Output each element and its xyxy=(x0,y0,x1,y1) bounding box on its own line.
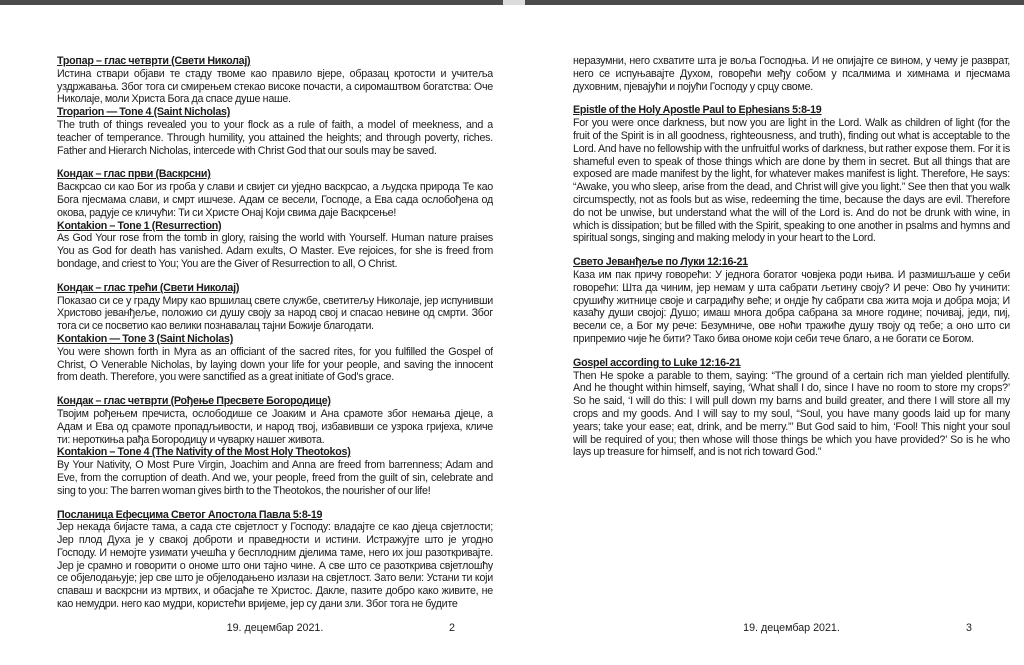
section-paragraph: Васкрсао си као Бог из гроба у слави и свијет си уједно васкрсао, а људска природа Те као Бога пјесмама слави, и смрт ишчезе. Адам се весели, Господе, а Ева сада ослобођена од окова, радује се кличући: Ти си Христе Онај Који свима даје Васкрсење! xyxy=(57,181,493,219)
section-heading: Свето Јеванђеље по Луки 12:16-21 xyxy=(573,256,748,269)
section-heading: Кондак – глас први (Васкрсни) xyxy=(57,168,211,181)
page-number: 2 xyxy=(449,622,455,634)
section-heading: Kontakion – Tone 4 (The Nativity of the Most Holy Theotokos) xyxy=(57,446,351,459)
section-paragraph: Каза им пак причу говорећи: У једнога богатог човјека роди њива. И размишљаше у себи говорећи: Шта да чиним, јер немам у шта сабрати љетину своју? И рече: Ово ћу учинити: срушићу житнице своје и саградићу веће; и ондје ћу сабрати сва жита моја и добра моја; И казаћу души својој: Душо; имаш многа добра сабрана за многе године; почивај, једи, пиј, весели се, а Бог му рече: Безумниче, ове ноћи тражиће душу твоју од тебе; а оно што си припремио чије ће бити? Тако бива ономе који себи тече благо, а не богати се Богом. xyxy=(573,268,1010,345)
document-page-left xyxy=(0,5,512,665)
footer-date: 19. децембар 2021. xyxy=(743,622,840,634)
blank-line xyxy=(57,498,493,509)
section-heading: Gospel according to Luke 12:16-21 xyxy=(573,356,741,369)
blank-line xyxy=(573,93,1010,104)
page-right-footer xyxy=(573,622,1010,635)
section-heading: Troparion — Tone 4 (Saint Nicholas) xyxy=(57,106,231,119)
section-heading: Тропар – глас четврти (Свети Николај) xyxy=(57,55,251,67)
footer-date: 19. децембар 2021. xyxy=(226,622,324,634)
section-paragraph: For you were once darkness, but now you are light in the Lord. Walk as children of light (for the fruit of the Spirit is in all goodness, righteousness, and truth), finding out what is acceptable to the Lord. And have no fellowship with the unfruitful works of darkness, but rather expose them. For it is shameful even to speak of those things which are done by them in secret. But all things that are exposed are made manifest by the light, for whatever makes manifest is light. Therefore, He says: “Awake, you who sleep, arise from the dead, and Christ will give you light.” See then that you walk circumspectly, not as fools but as wise, redeeming the time, because the days are evil. Therefore do not be unwise, but understand what the will of the Lord is. And do not be drunk with wine, in which is dissipation; but be filled with the Spirit, speaking to one another in psalms and hymns and spiritual songs, singing and making melody in your heart to the Lord. xyxy=(573,117,1010,245)
section-heading: Kontakion – Tone 1 (Resurrection) xyxy=(57,219,222,232)
section-paragraph: неразумни, него схватите шта је воља Господња. И не опијајте се вином, у чему је разврат, него се испуњавајте Духом, говорећи међу собом у псалмима и химнама и пјесмама духовним, пјевајући и појући Господу у срцу своме. xyxy=(573,55,1010,93)
blank-line xyxy=(57,271,493,282)
page-number: 3 xyxy=(966,622,972,634)
page-left-content xyxy=(57,55,493,617)
blank-line xyxy=(573,245,1010,256)
section-paragraph: As God Your rose from the tomb in glory, raising the world with Yourself. Human nature praises You as God for death has vanished. Adam exults, O Master. Eve rejoices, for she is freed from bondage, and criest to You; You are the Giver of Resurrection to all, O Christ. xyxy=(57,232,493,270)
blank-line xyxy=(57,157,493,168)
section-paragraph: You were shown forth in Myra as an officiant of the sacred rites, for you fulfilled the Gospel of Christ, O Venerable Nicholas, by laying down your life for your people, and saving the innocent from death. Therefore, you were sanctified as a great initiate of God's grace. xyxy=(57,345,493,384)
section-paragraph: Показао си се у граду Миру као вршилац свете службе, светитељу Николаје, јер испунивши Христово јеванђеље, положио си душу своју за народ свој и спасао невине од смрти. Због тога си се посветио као велики познавалац тајни Божије благодати. xyxy=(57,294,493,333)
section-heading: Посланица Ефесцима Светог Апостола Павла 5:8-19 xyxy=(57,508,323,521)
section-heading: Epistle of the Holy Apostle Paul to Ephesians 5:8-19 xyxy=(573,104,822,117)
section-heading: Кондак – глас четврти (Рођење Пресвете Богородице) xyxy=(57,395,331,408)
section-heading: Кондак – глас трећи (Свети Николај) xyxy=(57,281,240,294)
document-page-right xyxy=(512,5,1024,665)
blank-line xyxy=(573,346,1010,357)
section-paragraph: Јер некада бијасте тама, а сада сте свјетлост у Господу: владајте се као дјеца свјетлости; Јер плод Духа је у свакој доброти и праведности и истини. Истражујте што је угодно Господу. И немојте узимати учешћа у бесплодним дјелима таме, него их још разоткривајте. Јер је срамно и говорити о ономе што они тајно чине. А све што се разоткрива свјетлошћу се објелодањује; јер све што је објелодањено излази на свјетлост. Зато вели: Устани ти који спаваш и васкрсни из мртвих, и обасјаће те Христос. Дакле, пазите добро како живите, не као немудри. него као мудри, користећи вријеме, јер су дани зли. Због тога не будите xyxy=(57,521,493,611)
page-right-content xyxy=(573,55,1010,617)
page-left-footer xyxy=(57,622,493,635)
blank-line xyxy=(57,384,493,395)
section-heading: Kontakion — Tone 3 (Saint Nicholas) xyxy=(57,332,234,345)
section-paragraph: By Your Nativity, O Most Pure Virgin, Joachim and Anna are freed from barrenness; Adam and Eve, from the corruption of death. And we, your people, freed from the guilt of sin, celebrate and sing to you: The barren woman gives birth to the Theotokos, the nourisher of our life! xyxy=(57,459,493,497)
section-paragraph: Истина ствари објави те стаду твоме као правило вјере, образац кротости и учитеља уздржавања. Због тога си смирењем стекао високе почасти, а сиромаштвом богатства: Оче Николаје, моли Христа Бога да спасе душе наше. xyxy=(57,67,493,106)
section-paragraph: Твојим рођењем пречиста, ослободише се Јоаким и Ана срамоте због немања дјеце, а Адам и Ева од срамоте пропадљивости, и народ твој, избавивши се узрока гријеха, кличе ти: нероткиња рађа Богородицу и чуварку нашег живота. xyxy=(57,407,493,446)
section-paragraph: Then He spoke a parable to them, saying: “The ground of a certain rich man yielded plentifully. And he thought within himself, saying, ‘What shall I do, since I have no room to store my crops?’ So he said, ‘I will do this: I will pull down my barns and build greater, and there I will store all my crops and my goods. And I will say to my soul, “Soul, you have many goods laid up for many years; take your ease; eat, drink, and be merry.”’ But God said to him, ‘Fool! This night your soul will be required of you; then whose will those things be which you have provided?’ So is he who lays up treasure for himself, and is not rich toward God.” xyxy=(573,369,1010,459)
section-paragraph: The truth of things revealed you to your flock as a rule of faith, a model of meekness, and a teacher of temperance. Through humility, you attained the heights; and through poverty, riches. Father and Hierarch Nicholas, intercede with Christ God that our souls may be saved. xyxy=(57,118,493,157)
